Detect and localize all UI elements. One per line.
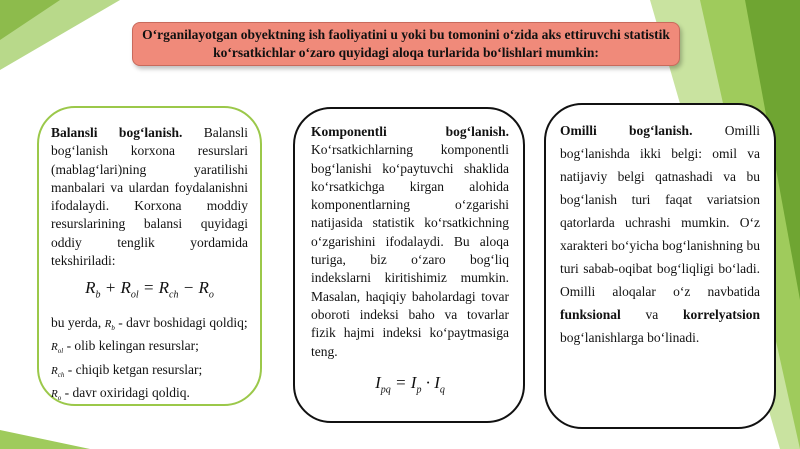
card-balansli-heading: Balansli bog‘lanish. <box>51 125 183 140</box>
card-komponentli-body <box>311 123 509 361</box>
card-komponentli <box>293 107 525 423</box>
card-omilli-korrelyatsion: korrelyatsion <box>683 307 761 322</box>
card-omilli-text1: Omilli bog‘lanishda ikki belgi: omil va natijaviy belgi qatnashadi va bu bog‘lanish turi faqat variatsion qatorlarda uchrashi mumkin. O‘z xarakteri bo‘yicha bog‘lanishning bu turi sabab-oqibat bog‘liqligi bo‘ladi. Omilli aloqalar o‘z navbatida <box>560 123 761 299</box>
card-omilli <box>544 103 776 429</box>
card-omilli-va: va <box>645 307 659 322</box>
card-balansli <box>37 106 262 406</box>
card-komponentli-text: Ko‘rsatkichlarning komponentli bog‘lanishi ko‘paytuvchi shaklida ko‘rsatkichga kirgan alohida komponentlarning o‘zgarishi natijasida statistik ko‘rsatkichning o‘zgarishini ifodalaydi. Bu aloqa turiga, biz o‘zaro bog‘liq indekslarni kiritishimiz mumkin. Masalan, haqiqiy baholardagi tovar oboroti indeksi baho va tovarlar fizik hajmi indeksi ko‘paytmasiga teng. <box>311 142 509 359</box>
legend-rch: $R_{ch}$ - chiqib ketgan resurslar; <box>51 361 203 379</box>
card-omilli-funksional: funksional <box>560 307 621 322</box>
card-omilli-text2: bog‘lanishlarga bo‘linadi. <box>560 330 700 345</box>
card-balansli-text: Balansli bog‘lanish korxona resurslari (mablag‘lari)ning yaratilishi manbalari va ulardan foydalanishni ifodalaydi. Korxona moddiy resurslarining balansi quyidagi oddiy tenglik yordamida tekshiriladi: <box>51 125 249 269</box>
legend-rol: $R_{ol}$ - olib kelingan resurslar; <box>51 338 199 356</box>
bottom-left-green-shape <box>0 430 90 449</box>
card-omilli-body <box>560 119 760 349</box>
legend-ro: $R_o$ - davr oxiridagi qoldiq. <box>51 385 190 403</box>
legend-rb: bu yerda, $R_b$ - davr boshidagi qoldiq; <box>51 314 248 332</box>
balance-formula: $R_b + R_{ol} = R_{ch} - R_o$ <box>85 278 214 301</box>
card-omilli-heading: Omilli bog‘lanish. <box>560 123 693 138</box>
card-balansli-body <box>51 124 248 270</box>
index-formula: $I_{pq} = I_p \cdot I_q$ <box>375 372 445 396</box>
card-komponentli-heading: Komponentli bog‘lanish. <box>311 124 509 139</box>
page-title: O‘rganilayotgan obyektning ish faoliyatini u yoki bu tomonini o‘zida aks ettiruvchi statistik ko‘rsatkichlar o‘zaro quyidagi aloqa turlarida bo‘lishlari mumkin: <box>132 22 680 66</box>
